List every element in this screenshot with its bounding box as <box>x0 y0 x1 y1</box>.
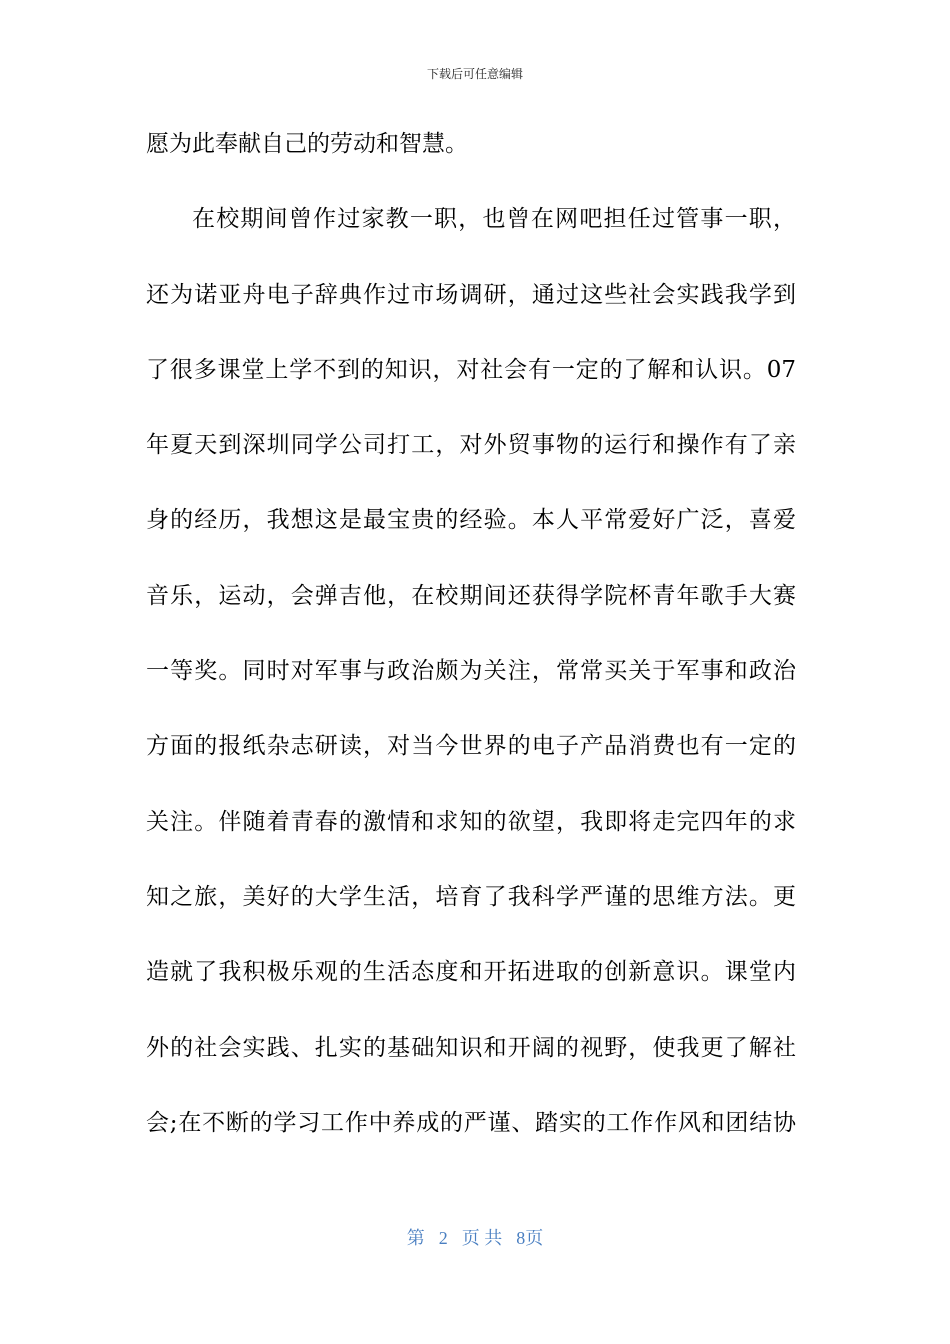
page-header: 下载后可任意编辑 <box>426 67 523 81</box>
paragraph-line: 关注。伴随着青春的激情和求知的欲望，我即将走完四年的求 <box>146 808 796 835</box>
paragraph-line: 了很多课堂上学不到的知识，对社会有一定的了解和认识。07 <box>146 356 796 383</box>
footer-prefix: 第 <box>406 1228 425 1248</box>
paragraph-line: 外的社会实践、扎实的基础知识和开阔的视野，使我更了解社 <box>146 1034 796 1061</box>
paragraph-line: 年夏天到深圳同学公司打工，对外贸事物的运行和操作有了亲 <box>146 432 796 459</box>
paragraph-line: 造就了我积极乐观的生活态度和开拓进取的创新意识。课堂内 <box>146 959 796 986</box>
paragraph-line: 知之旅，美好的大学生活，培育了我科学严谨的思维方法。更 <box>146 883 796 910</box>
paragraph-line: 还为诺亚舟电子辞典作过市场调研，通过这些社会实践我学到 <box>146 281 796 308</box>
paragraph-line: 会;在不断的学习工作中养成的严谨、踏实的工作作风和团结协 <box>146 1109 796 1136</box>
footer-total-pages: 8页 <box>516 1228 544 1248</box>
paragraph-line: 方面的报纸杂志研读，对当今世界的电子产品消费也有一定的 <box>146 733 796 760</box>
paragraph-line: 一等奖。同时对军事与政治颇为关注，常常买关于军事和政治 <box>146 658 796 685</box>
paragraph-line: 愿为此奉献自己的劳动和智慧。 <box>146 131 468 157</box>
paragraph-line: 身的经历，我想这是最宝贵的经验。本人平常爱好广泛，喜爱 <box>146 507 796 534</box>
footer-page-number: 2 <box>438 1228 448 1248</box>
page-footer <box>0 1226 950 1250</box>
paragraph-line: 音乐，运动，会弹吉他，在校期间还获得学院杯青年歌手大赛 <box>146 582 796 609</box>
paragraph-line: 在校期间曾作过家教一职，也曾在网吧担任过管事一职， <box>192 206 796 233</box>
footer-middle: 页 共 <box>461 1228 503 1248</box>
document-body <box>146 124 796 1178</box>
